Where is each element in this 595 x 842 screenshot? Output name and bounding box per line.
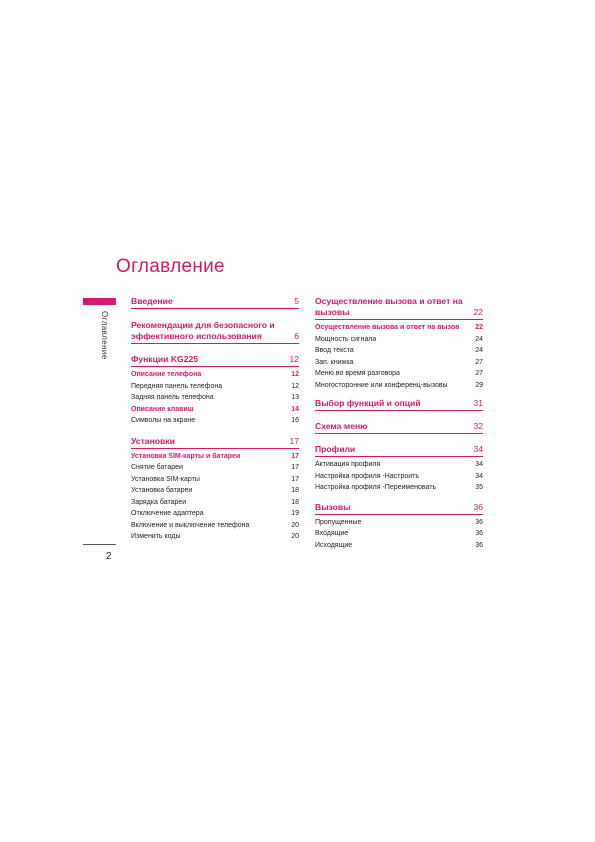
entry-label: Описание телефона	[131, 371, 202, 378]
entry-label: Установка SIM-карты	[131, 475, 200, 483]
toc-section	[131, 296, 299, 309]
section-title: Введение	[131, 296, 173, 306]
toc-section-heading[interactable]	[315, 502, 483, 515]
toc-entry[interactable]	[315, 482, 483, 494]
toc-section-heading[interactable]	[315, 421, 483, 434]
entry-page-number: 20	[291, 521, 299, 529]
entry-label: Ввод текста	[315, 347, 354, 354]
entry-page-number: 29	[475, 381, 483, 389]
toc-entry[interactable]	[315, 528, 483, 540]
section-page-number: 22	[473, 307, 483, 317]
toc-entry[interactable]	[131, 451, 299, 463]
entry-page-number: 36	[475, 541, 483, 549]
entry-label: Установка SIM-карты и батареи	[131, 452, 241, 460]
side-section-label: Оглавление	[100, 311, 109, 360]
entry-label: Установка батареи	[131, 487, 193, 494]
entry-label: Осуществление вызова и ответ на вызов	[315, 324, 460, 331]
toc-entry[interactable]	[131, 404, 299, 416]
entry-page-number: 36	[475, 518, 483, 526]
toc-section-heading[interactable]	[131, 320, 299, 344]
toc-entry[interactable]	[315, 540, 483, 552]
side-accent-bar	[83, 298, 116, 305]
entry-label: Настройка профиля -Переименовать	[315, 484, 437, 491]
toc-entry[interactable]	[315, 357, 483, 369]
entry-page-number: 36	[475, 530, 483, 537]
entry-page-number: 17	[291, 452, 299, 460]
entry-label: Зап. книжка	[315, 358, 354, 366]
section-page-number: 6	[294, 331, 299, 341]
toc-entry[interactable]	[315, 459, 483, 471]
toc-entry[interactable]	[131, 381, 299, 393]
section-title: Рекомендации для безопасного и эффективного использования	[131, 320, 275, 341]
toc-section	[315, 398, 483, 411]
entry-label: Исходящие	[315, 541, 353, 549]
section-title: Схема меню	[315, 421, 368, 431]
section-page-number: 32	[473, 421, 483, 431]
toc-section-heading[interactable]	[131, 354, 299, 367]
entry-page-number: 27	[475, 358, 483, 366]
section-page-number: 12	[289, 354, 299, 364]
section-title: Функции KG225	[131, 354, 199, 364]
entry-page-number: 24	[475, 347, 483, 354]
page-title: Оглавление	[116, 256, 225, 277]
entry-label: Отключение адаптера	[131, 510, 204, 517]
entry-label: Включение и выключение телефона	[131, 521, 250, 529]
section-title: Профили	[315, 444, 356, 454]
section-title: Установки	[131, 435, 175, 446]
toc-entry[interactable]	[131, 485, 299, 497]
toc-entry[interactable]	[131, 392, 299, 404]
entry-page-number: 18	[291, 498, 299, 506]
toc-left-column	[131, 296, 299, 543]
toc-entry[interactable]	[131, 508, 299, 520]
toc-section	[131, 320, 299, 344]
toc-entry[interactable]	[131, 474, 299, 486]
toc-section-heading[interactable]	[315, 398, 483, 411]
toc-section	[315, 296, 483, 391]
toc-entry[interactable]	[315, 322, 483, 334]
section-title: Осуществление вызова и ответ на вызовы	[315, 296, 463, 317]
entry-page-number: 19	[291, 510, 299, 517]
entry-label: Задняя панель телефона	[131, 394, 214, 401]
toc-section	[315, 444, 483, 494]
section-page-number: 5	[294, 296, 299, 306]
entry-page-number: 27	[475, 370, 483, 377]
section-page-number: 31	[473, 398, 483, 408]
entry-page-number: 17	[291, 464, 299, 471]
entry-label: Многосторонние или конференц-вызовы	[315, 381, 448, 389]
section-title: Выбор функций и опций	[315, 398, 421, 408]
entry-page-number: 14	[291, 405, 299, 413]
toc-entry[interactable]	[315, 345, 483, 357]
entry-page-number: 20	[291, 533, 299, 540]
toc-section-heading[interactable]	[315, 444, 483, 457]
entry-label: Описание клавиш	[131, 405, 194, 413]
entry-page-number: 12	[291, 371, 299, 378]
toc-right-column	[315, 296, 483, 551]
toc-section-heading[interactable]	[315, 296, 483, 320]
entry-label: Меню во время разговора	[315, 370, 400, 377]
toc-section	[131, 436, 299, 543]
entry-label: Пропущенные	[315, 518, 362, 526]
section-page-number: 17	[289, 435, 299, 446]
entry-page-number: 35	[475, 484, 483, 491]
entry-label: Мощность сигнала	[315, 335, 377, 343]
toc-section-heading[interactable]	[131, 296, 299, 309]
page-number: 2	[106, 551, 112, 562]
entry-label: Изменить коды	[131, 533, 181, 540]
entry-label: Активация профиля	[315, 461, 381, 468]
toc-section-heading[interactable]	[131, 436, 299, 449]
toc-entry[interactable]	[131, 520, 299, 532]
toc-entry[interactable]	[315, 334, 483, 346]
toc-entry[interactable]	[131, 415, 299, 427]
toc-entry[interactable]	[315, 380, 483, 392]
toc-entry[interactable]	[131, 369, 299, 381]
entry-page-number: 34	[475, 472, 483, 480]
entry-page-number: 12	[291, 382, 299, 390]
toc-entry[interactable]	[315, 517, 483, 529]
section-page-number: 34	[473, 444, 483, 454]
entry-label: Зарядка батареи	[131, 498, 187, 506]
toc-section	[131, 354, 299, 427]
toc-section	[315, 421, 483, 434]
entry-page-number: 17	[291, 475, 299, 483]
section-page-number: 36	[473, 501, 483, 512]
entry-page-number: 13	[291, 394, 299, 401]
entry-page-number: 16	[291, 417, 299, 424]
entry-page-number: 18	[291, 487, 299, 494]
entry-label: Снятие батареи	[131, 464, 183, 471]
toc-entry[interactable]	[315, 368, 483, 380]
toc-entry[interactable]	[315, 471, 483, 483]
entry-page-number: 24	[475, 335, 483, 343]
entry-page-number: 22	[475, 324, 483, 331]
toc-entry[interactable]	[131, 531, 299, 543]
entry-label: Передняя панель телефона	[131, 382, 223, 390]
entry-label: Входящие	[315, 530, 349, 537]
toc-section	[315, 502, 483, 552]
toc-entry[interactable]	[131, 462, 299, 474]
section-title: Вызовы	[315, 501, 351, 512]
footer-divider	[83, 544, 116, 545]
entry-label: Настройка профиля -Настроить	[315, 472, 420, 480]
entry-label: Символы на экране	[131, 417, 196, 424]
entry-page-number: 34	[475, 461, 483, 468]
toc-entry[interactable]	[131, 497, 299, 509]
